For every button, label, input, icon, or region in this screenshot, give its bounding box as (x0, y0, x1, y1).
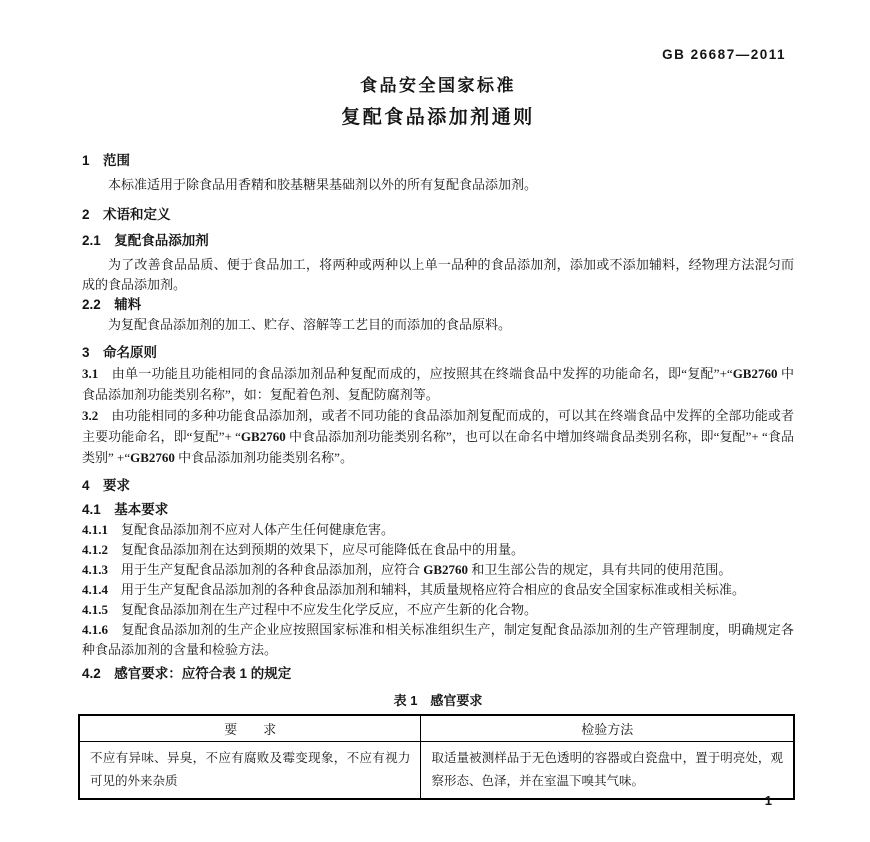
clause-4-1-1: 4.1.1 复配食品添加剂不应对人体产生任何健康危害。 (82, 522, 395, 537)
section-2-1-heading: 2.1 复配食品添加剂 (82, 233, 209, 248)
clause-4-1-5: 4.1.5 复配食品添加剂在生产过程中不应发生化学反应，不应产生新的化合物。 (82, 602, 538, 617)
document-subtitle: 复配食品添加剂通则 (341, 107, 535, 128)
table-1-body (79, 742, 794, 800)
section-2-heading: 2 术语和定义 (82, 207, 171, 222)
section-2-2-paragraph: 为复配食品添加剂的加工、贮存、溶解等工艺目的而添加的食品原料。 (108, 317, 512, 332)
table-1-sensory-requirements (78, 714, 795, 800)
table-1-header (79, 715, 794, 742)
document-title: 食品安全国家标准 (360, 76, 516, 95)
document-body (82, 0, 794, 800)
section-1-paragraph: 本标准适用于除食品用香精和胶基糖果基础剂以外的所有复配食品添加剂。 (108, 177, 538, 192)
section-2-1-paragraph: 为了改善食品品质、便于食品加工，将两种或两种以上单一品种的食品添加剂，添加或不添加辅料，经物理方法混匀而成的食品添加剂。 (82, 257, 794, 292)
page-number: 1 (764, 793, 772, 808)
section-3-heading: 3 命名原则 (82, 345, 158, 360)
table-row (79, 742, 794, 800)
cell-requirement: 不应有异味、异臭，不应有腐败及霉变现象，不应有视力可见的外来杂质 (79, 742, 421, 800)
standard-number: GB 26687—2011 (662, 47, 786, 62)
table-header-row (79, 715, 794, 742)
section-4-2-heading: 4.2 感官要求：应符合表 1 的规定 (82, 666, 292, 681)
clause-4-1-2: 4.1.2 复配食品添加剂在达到预期的效果下，应尽可能降低在食品中的用量。 (82, 542, 525, 557)
clause-3-2: 3.2 由功能相同的多种功能食品添加剂，或者不同功能的食品添加剂复配而成的，可以其在终端食品中发挥的全部功能或者主要功能命名，即“复配”+ “GB2760 中食品添加剂功能类别名称”，也可以在命名中增加终端食品类别名称，即“复配”+ “食品类别” +“GB2760 中食品添加剂功能类别名称”。 (82, 408, 794, 465)
clause-3-1: 3.1 由单一功能且功能相同的食品添加剂品种复配而成的，应按照其在终端食品中发挥的功能命名，即“复配”+“GB2760 中食品添加剂功能类别名称”，如：复配着色剂、复配防腐剂等。 (82, 366, 794, 402)
section-2-2-heading: 2.2 辅料 (82, 297, 142, 312)
column-header-test-method: 检验方法 (421, 715, 794, 742)
cell-test-method: 取适量被测样品于无色透明的容器或白瓷盘中，置于明亮处，观察形态、色泽，并在室温下嗅其气味。 (421, 742, 794, 800)
section-4-heading: 4 要求 (82, 478, 131, 493)
clause-4-1-4: 4.1.4 用于生产复配食品添加剂的各种食品添加剂和辅料，其质量规格应符合相应的食品安全国家标准或相关标准。 (82, 582, 746, 597)
clause-4-1-3: 4.1.3 用于生产复配食品添加剂的各种食品添加剂，应符合 GB2760 和卫生部公告的规定，具有共同的使用范围。 (82, 562, 732, 577)
section-4-1-heading: 4.1 基本要求 (82, 502, 169, 517)
section-1-heading: 1 范围 (82, 153, 131, 168)
clause-4-1-6: 4.1.6 复配食品添加剂的生产企业应按照国家标准和相关标准组织生产，制定复配食品添加剂的生产管理制度，明确规定各种食品添加剂的含量和检验方法。 (82, 622, 794, 657)
table-1-caption: 表 1 感官要求 (393, 693, 483, 708)
column-header-requirement: 要 求 (79, 715, 421, 742)
